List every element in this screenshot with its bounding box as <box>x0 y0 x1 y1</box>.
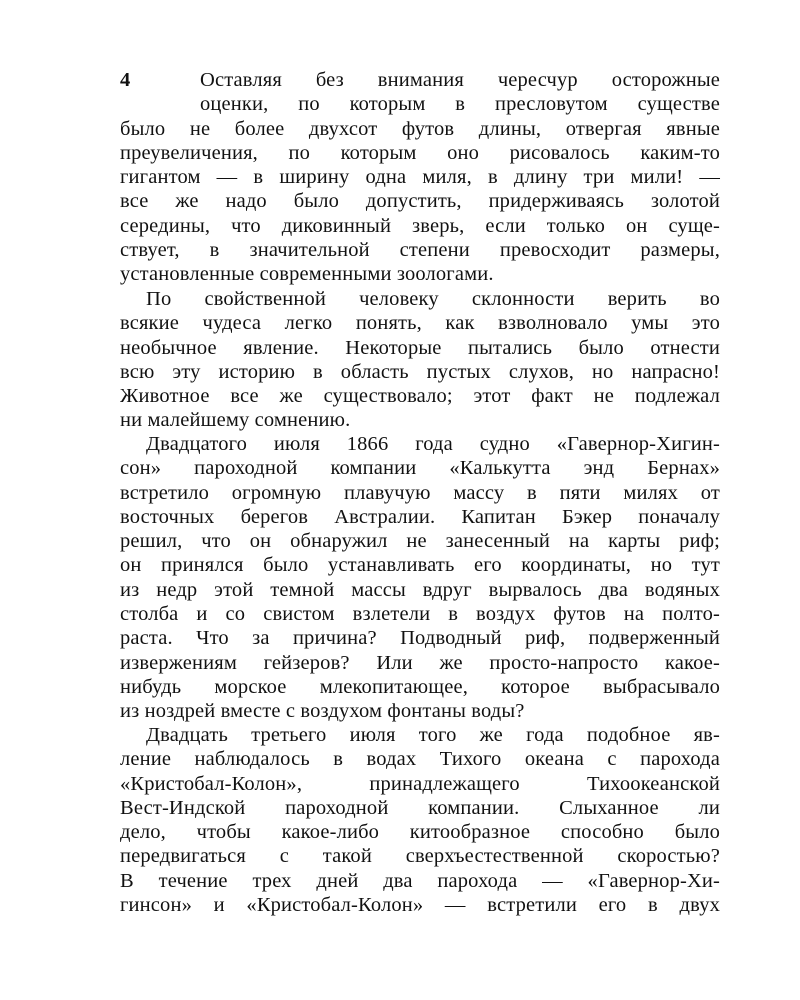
text-line: было не более двухсот футов длины, отвергая явные <box>120 117 720 140</box>
text-line: гинсон» и «Кристобал-Колон» — встретили его в двух <box>120 894 720 917</box>
text-line: середины, что диковинный зверь, если только он суще- <box>120 214 720 237</box>
text-line: всю эту историю в область пустых слухов, но напрасно! <box>120 360 720 383</box>
text-line: восточных берегов Австралии. Капитан Бэкер поначалу <box>120 505 720 528</box>
paragraph-1 <box>120 92 720 286</box>
text-line: из недр этой темной массы вдруг вырвалось два водяных <box>120 578 720 601</box>
text-line: столба и со свистом взлетели в воздух футов на полто- <box>120 603 720 626</box>
text-line: дело, чтобы какое-либо китообразное способно было <box>120 821 720 844</box>
text-line: из ноздрей вместе с воздухом фонтаны воды? <box>120 700 525 723</box>
text-line: ствует, в значительной степени превосходит размеры, <box>120 239 720 262</box>
text-line: Вест-Индской пароходной компании. Слыханное ли <box>120 796 720 819</box>
text-line: извержениям гейзеров? Или же просто-напросто какое- <box>120 651 720 674</box>
paragraph-3 <box>120 432 720 724</box>
text-line: гигантом — в ширину одна миля, в длину три мили! — <box>120 166 720 189</box>
text-line: необычное явление. Некоторые пытались было отнести <box>120 336 720 359</box>
text-line: нибудь морское млекопитающее, которое выбрасывало <box>120 675 720 698</box>
page-number: 4 <box>120 69 131 91</box>
text-line: всякие чудеса легко понять, как взволновало умы это <box>120 312 720 335</box>
text-line: Двадцатого июля 1866 года судно «Гавернор-Хигин- <box>146 433 720 455</box>
text-line: Двадцать третьего июля того же года подобное яв- <box>146 724 720 746</box>
text-line: все же надо было допустить, придерживаясь золотой <box>120 190 720 213</box>
text-line: По свойственной человеку склонности верить во <box>146 288 720 310</box>
text-line: сон» пароходной компании «Калькутта энд Бернах» <box>120 457 720 480</box>
text-line: «Кристобал-Колон», принадлежащего Тихоокеанской <box>120 772 720 795</box>
text-line: ни малейшему сомнению. <box>120 409 351 432</box>
text-line: встретило огромную плавучую массу в пяти милях от <box>120 481 720 504</box>
text-line: раста. Что за причина? Подводный риф, подверженный <box>120 627 720 650</box>
paragraph-1-first-line <box>200 68 720 92</box>
text-line: Оставляя без внимания чересчур осторожные <box>200 69 720 91</box>
text-line: оценки, по которым в пресловутом существе <box>200 93 720 116</box>
text-line: преувеличения, по которым оно рисовалось каким-то <box>120 141 720 164</box>
text-line: установленные современными зоологами. <box>120 263 494 286</box>
text-line: В течение трех дней два парохода — «Гавернор-Хи- <box>120 869 720 892</box>
paragraph-4 <box>120 723 720 917</box>
text-line: передвигаться с такой сверхъестественной скоростью? <box>120 845 720 868</box>
text-line: Животное все же существовало; этот факт не подлежал <box>120 385 720 408</box>
paragraph-2 <box>120 287 720 433</box>
text-line: он принялся было устанавливать его координаты, но тут <box>120 554 720 577</box>
text-line: решил, что он обнаружил не занесенный на карты риф; <box>120 530 720 553</box>
text-line: ление наблюдалось в водах Тихого океана с парохода <box>120 748 720 771</box>
